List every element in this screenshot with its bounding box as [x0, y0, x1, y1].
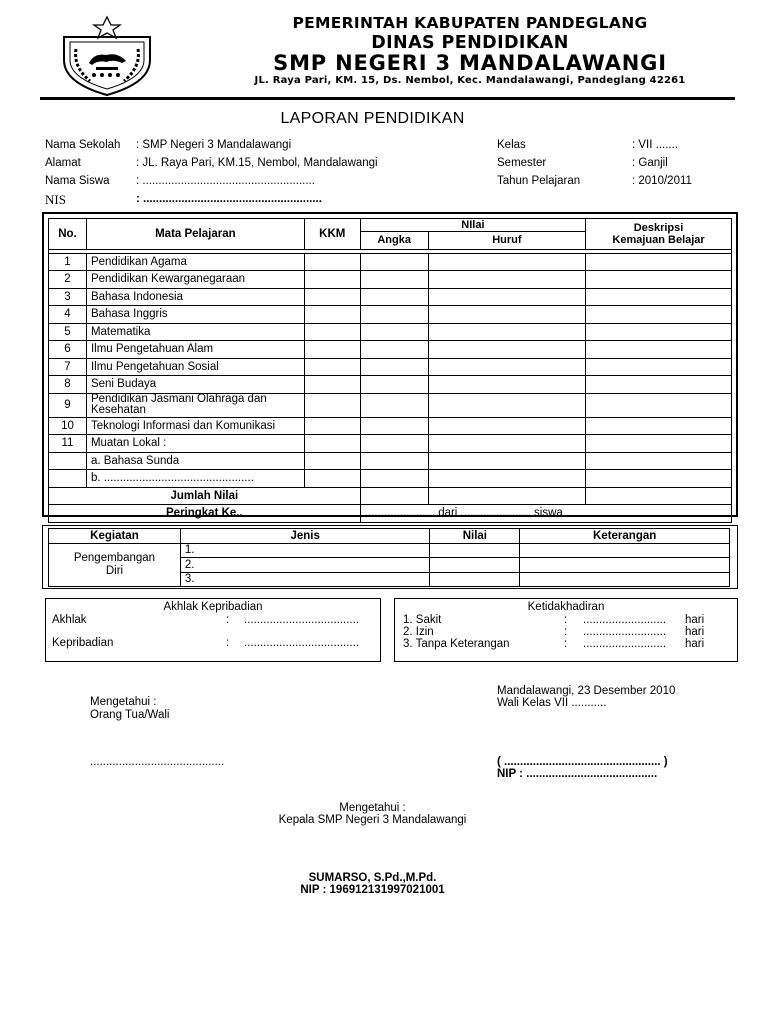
table-row: 10 Teknologi Informasi dan Komunikasi — [49, 417, 732, 435]
subject-cell: Ilmu Pengetahuan Alam — [86, 341, 304, 359]
table-row: 8 Seni Budaya — [49, 376, 732, 394]
table-row: 2 Pendidikan Kewarganegaraan — [49, 271, 732, 289]
angka-cell[interactable] — [360, 323, 428, 341]
rank-row — [49, 505, 732, 523]
nis-label: NIS — [45, 192, 66, 207]
description-cell[interactable] — [586, 452, 732, 470]
description-cell[interactable] — [586, 393, 732, 417]
angka-cell[interactable] — [360, 417, 428, 435]
table-row: 9 Pendidikan Jasmani Olahraga dan Kesehatan — [49, 393, 732, 417]
nilai-cell[interactable] — [430, 558, 520, 573]
table-row: 1 Pendidikan Agama — [49, 253, 732, 271]
header-department: DINAS PENDIDIKAN — [371, 33, 569, 53]
col-ekstra-nilai: Nilai — [430, 529, 520, 544]
principal-name: SUMARSO, S.Pd.,M.Pd. — [308, 872, 437, 884]
principal-role: Kepala SMP Negeri 3 Mandalawangi — [278, 814, 467, 826]
rank-value[interactable]: ...................... dari ...................... siswa — [360, 505, 731, 523]
kkm-cell[interactable] — [304, 271, 360, 289]
absence-box: Ketidakhadiran 1. Sakit : .......................... hari 2. Izin : .......................... hari 3. Tanpa Keterangan : .......................... hari — [394, 598, 738, 662]
page-title: LAPORAN PENDIDIKAN — [280, 110, 465, 127]
subject-cell: Pendidikan Agama — [86, 253, 304, 271]
akhlak-label: Akhlak — [52, 614, 87, 626]
jenis-cell[interactable]: 3. — [180, 572, 430, 587]
kkm-cell[interactable] — [304, 376, 360, 394]
header-government: PEMERINTAH KABUPATEN PANDEGLANG — [292, 14, 648, 32]
semester-label: Semester — [497, 157, 547, 169]
description-cell[interactable] — [586, 470, 732, 488]
angka-cell[interactable] — [360, 470, 428, 488]
angka-cell[interactable] — [360, 435, 428, 453]
keterangan-cell[interactable] — [520, 558, 730, 573]
col-keterangan: Keterangan — [520, 529, 730, 544]
class-label: Kelas — [497, 139, 526, 151]
table-row: 7 Ilmu Pengetahuan Sosial — [49, 358, 732, 376]
huruf-cell[interactable] — [428, 306, 586, 324]
homeroom-role: Wali Kelas VII ........... — [497, 697, 607, 709]
year-label: Tahun Pelajaran — [497, 175, 581, 187]
description-cell[interactable] — [586, 358, 732, 376]
col-angka: Angka — [360, 232, 428, 250]
total-description-cell[interactable] — [586, 487, 732, 505]
principal-acknowledge: Mengetahui : — [339, 802, 406, 814]
subject-cell: Teknologi Informasi dan Komunikasi — [86, 417, 304, 435]
header-address: JL. Raya Pari, KM. 15, Ds. Nembol, Kec. Mandalawangi, Pandeglang 42261 — [254, 75, 686, 86]
huruf-cell[interactable] — [428, 288, 586, 306]
kkm-cell[interactable] — [304, 393, 360, 417]
col-nilai: NIlai — [360, 219, 585, 232]
table-row: 3 Bahasa Indonesia — [49, 288, 732, 306]
homeroom-nip[interactable]: NIP : ......................................... — [497, 768, 658, 780]
total-angka-cell[interactable] — [360, 487, 428, 505]
kkm-cell[interactable] — [304, 323, 360, 341]
subject-cell: Ilmu Pengetahuan Sosial — [86, 358, 304, 376]
description-cell[interactable] — [586, 271, 732, 289]
table-row: 6 Ilmu Pengetahuan Alam — [49, 341, 732, 359]
student-value: : ...................................................... — [136, 175, 315, 187]
description-cell[interactable] — [586, 376, 732, 394]
table-row — [49, 470, 732, 488]
col-description-line2: Kemajuan Belajar — [612, 233, 705, 246]
homeroom-name[interactable]: ( ................................................. ) — [497, 756, 668, 768]
header-school: SMP NEGERI 3 MANDALAWANGI — [273, 51, 667, 75]
kkm-cell[interactable] — [304, 253, 360, 271]
angka-cell[interactable] — [360, 288, 428, 306]
angka-cell[interactable] — [360, 271, 428, 289]
subject-cell: Matematika — [86, 323, 304, 341]
rank-label: Peringkat Ke.. — [49, 505, 361, 523]
kepribadian-value[interactable]: .................................... — [244, 637, 360, 649]
address-label: Alamat — [45, 157, 81, 169]
description-cell[interactable] — [586, 253, 732, 271]
table-row: 4 Bahasa Inggris — [49, 306, 732, 324]
grades-table — [48, 218, 732, 523]
absent-value[interactable]: .......................... — [583, 638, 667, 650]
huruf-cell[interactable] — [428, 393, 586, 417]
subject-cell: Pendidikan Kewarganegaraan — [86, 271, 304, 289]
huruf-cell[interactable] — [428, 417, 586, 435]
description-cell[interactable] — [586, 435, 732, 453]
col-description — [586, 219, 732, 250]
student-label: Nama Siswa — [45, 175, 110, 187]
kepribadian-label: Kepribadian — [52, 637, 114, 649]
regency-emblem — [56, 15, 158, 97]
huruf-cell[interactable] — [428, 470, 586, 488]
address-value: : JL. Raya Pari, KM.15, Nembol, Mandalawangi — [136, 157, 378, 169]
description-cell[interactable] — [586, 417, 732, 435]
jenis-cell[interactable]: 2. — [180, 558, 430, 573]
subject-cell: a. Bahasa Sunda — [86, 452, 304, 470]
table-row: 5 Matematika — [49, 323, 732, 341]
huruf-cell[interactable] — [428, 253, 586, 271]
huruf-cell[interactable] — [428, 323, 586, 341]
total-label: Jumlah Nilai — [49, 487, 361, 505]
semester-value: : Ganjil — [632, 157, 668, 169]
school-label: Nama Sekolah — [45, 139, 121, 151]
permit-label: 2. Izin — [403, 626, 434, 638]
keterangan-cell[interactable] — [520, 572, 730, 587]
subject-cell: Muatan Lokal : — [86, 435, 304, 453]
kkm-cell[interactable] — [304, 452, 360, 470]
angka-cell[interactable] — [360, 376, 428, 394]
col-jenis: Jenis — [180, 529, 430, 544]
col-kkm: KKM — [304, 219, 360, 250]
nis-value: : ........................................................ — [136, 193, 322, 205]
subject-cell: Seni Budaya — [86, 376, 304, 394]
table-row: 11 Muatan Lokal : — [49, 435, 732, 453]
kegiatan-line2: Diri — [105, 564, 124, 577]
angka-cell[interactable] — [360, 358, 428, 376]
subject-line1: Pendidikan Jasmani Olahraga dan — [90, 393, 267, 405]
table-row — [49, 452, 732, 470]
angka-cell[interactable] — [360, 253, 428, 271]
huruf-cell[interactable] — [428, 452, 586, 470]
absent-label: 3. Tanpa Keterangan — [403, 638, 510, 650]
huruf-cell[interactable] — [428, 435, 586, 453]
angka-cell[interactable] — [360, 341, 428, 359]
subject-cell — [86, 393, 304, 417]
nilai-cell[interactable] — [430, 572, 520, 587]
table-row — [49, 543, 730, 558]
kkm-cell[interactable] — [304, 435, 360, 453]
keterangan-cell[interactable] — [520, 543, 730, 558]
parent-signature-line[interactable]: .......................................... — [90, 756, 225, 768]
akhlak-box: Akhlak Kepribadian Akhlak : .................................... Kepribadian : .................................... — [45, 598, 381, 662]
sick-value[interactable]: .......................... — [583, 614, 667, 626]
sick-label: 1. Sakit — [403, 614, 442, 626]
subject-cell: b. ............................................... — [86, 470, 304, 488]
school-value: : SMP Negeri 3 Mandalawangi — [136, 139, 292, 151]
kkm-cell[interactable] — [304, 306, 360, 324]
kegiatan-line1: Pengembangan — [73, 551, 156, 564]
huruf-cell[interactable] — [428, 376, 586, 394]
kkm-cell[interactable] — [304, 358, 360, 376]
col-description-line1: Deskripsi — [633, 221, 684, 234]
angka-cell[interactable] — [360, 393, 428, 417]
angka-cell[interactable] — [360, 452, 428, 470]
description-cell[interactable] — [586, 341, 732, 359]
description-cell[interactable] — [586, 306, 732, 324]
angka-cell[interactable] — [360, 306, 428, 324]
col-no: No. — [49, 219, 87, 250]
huruf-cell[interactable] — [428, 358, 586, 376]
huruf-cell[interactable] — [428, 271, 586, 289]
col-kegiatan: Kegiatan — [49, 529, 181, 544]
description-cell[interactable] — [586, 323, 732, 341]
place-date: Mandalawangi, 23 Desember 2010 — [497, 685, 676, 697]
ekstra-table — [48, 528, 730, 587]
parent-acknowledge: Mengetahui : — [90, 696, 157, 708]
akhlak-title: Akhlak Kepribadian — [163, 601, 263, 613]
header-divider — [40, 97, 735, 100]
jenis-cell[interactable]: 1. — [180, 543, 430, 558]
kkm-cell[interactable] — [304, 470, 360, 488]
class-value: : VII ....... — [632, 139, 679, 151]
subject-cell: Bahasa Indonesia — [86, 288, 304, 306]
huruf-cell[interactable] — [428, 341, 586, 359]
kkm-cell[interactable] — [304, 288, 360, 306]
col-subject: Mata Pelajaran — [86, 219, 304, 250]
nilai-cell[interactable] — [430, 543, 520, 558]
akhlak-value[interactable]: .................................... — [244, 614, 360, 626]
description-cell[interactable] — [586, 288, 732, 306]
absence-title: Ketidakhadiran — [527, 601, 605, 613]
subject-cell: Bahasa Inggris — [86, 306, 304, 324]
subject-line2: Kesehatan — [90, 404, 146, 416]
principal-nip: NIP : 196912131997021001 — [300, 884, 445, 896]
total-row — [49, 487, 732, 505]
permit-value[interactable]: .......................... — [583, 626, 667, 638]
kkm-cell[interactable] — [304, 341, 360, 359]
kkm-cell[interactable] — [304, 417, 360, 435]
col-huruf: Huruf — [428, 232, 586, 250]
total-huruf-cell[interactable] — [428, 487, 586, 505]
kegiatan-cell — [49, 543, 181, 587]
year-value: : 2010/2011 — [632, 175, 692, 187]
parent-role: Orang Tua/Wali — [90, 709, 170, 721]
